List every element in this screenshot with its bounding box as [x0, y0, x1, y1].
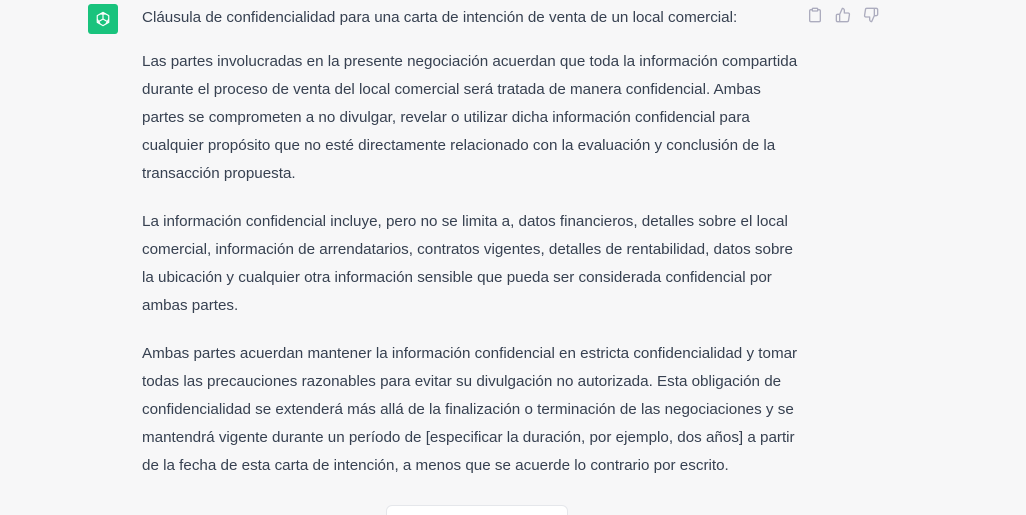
- message-paragraph-3: Ambas partes acuerdan mantener la información confidencial en estricta confidencialidad y tomar todas las precauciones razonables para evitar su divulgación no autorizada. Esta obligación de confidencialidad se extenderá más allá de la finalización o terminación de las negociaciones y se mantendrá vigente durante un período de [especificar la duración, por ejemplo, dos años] a partir de la fecha de esta carta de intención, a menos que se acuerde lo contrario por escrito.: [142, 345, 798, 474]
- copy-button[interactable]: [806, 6, 824, 24]
- message-paragraph-1: Las partes involucradas en la presente negociación acuerdan que toda la información compartida durante el proceso de venta del local comercial será tratada de manera confidencial. Ambas partes se comprometen a no divulgar, revelar o utilizar dicha información confidencial para cualquier propósito que no esté directamente relacionado con la evaluación y conclusión de la transacción propuesta.: [142, 53, 798, 182]
- clipboard-icon: [807, 7, 823, 23]
- regenerate-button[interactable]: [386, 505, 568, 515]
- message-paragraph-2: La información confidencial incluye, pero no se limita a, datos financieros, detalles sobre el local comercial, información de arrendatarios, contratos vigentes, detalles de rentabilidad, datos sobre la ubicación y cualquier otra información sensible que pueda ser considerada confidencial por ambas partes.: [142, 213, 793, 314]
- assistant-avatar: [88, 4, 118, 34]
- thumbs-down-icon: [863, 7, 879, 23]
- thumbs-down-button[interactable]: [862, 6, 880, 24]
- message-actions: [806, 6, 880, 24]
- thumbs-up-icon: [835, 7, 851, 23]
- openai-logo-icon: [93, 9, 113, 29]
- thumbs-up-button[interactable]: [834, 6, 852, 24]
- assistant-message: [142, 4, 802, 500]
- message-title: Cláusula de confidencialidad para una carta de intención de venta de un local comercial:: [142, 9, 738, 26]
